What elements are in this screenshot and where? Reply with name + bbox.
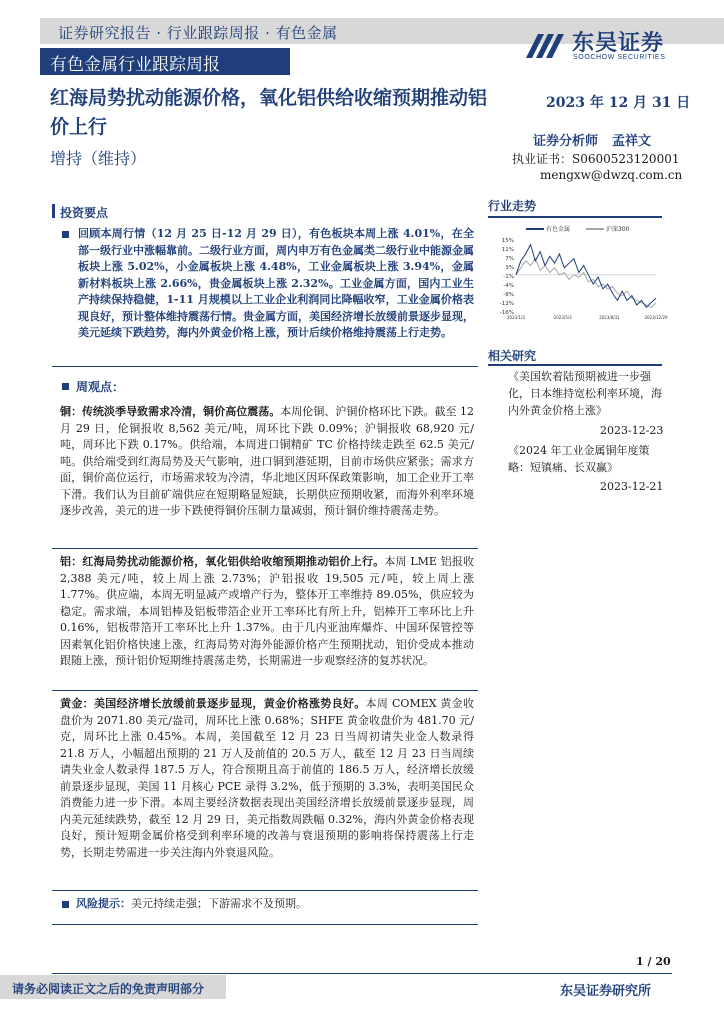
y-tick-label: -8% — [503, 292, 514, 298]
y-tick-label: 11% — [501, 247, 514, 253]
section-marker — [52, 204, 55, 218]
related-research-heading: 相关研究 — [488, 349, 537, 363]
series-line-2 — [516, 259, 656, 308]
y-tick-label: 3% — [505, 265, 514, 271]
section-divider — [52, 366, 478, 367]
gold-body: 本周 COMEX 黄金收盘价为 2071.80 美元/盎司，周环比上涨 0.68%；SHFE 黄金收盘价为 481.70 元/克，周环比上涨 0.45%。本周，美国截至 12 月 23 日当周初请失业金人数录得 21.8 万人，小幅超出预期的 21 万人及前值的 20.5 万人，截至 12 月 23 日当周续请失业金人数录得 187.5 万人，符合预期且高于前值的 186.5 万人，经济增长放缓前景逐步显现，美国 11 月核心 PCE 录得 3.2%，低于预期的 3.3%，表明美国民众消费能力进一步下滑。本周主要经济数据表现出美国经济增长放缓前景逐步显现，周内美元延续跌势，截至 12 月 29 日，美元指数周跌幅 0.32%，海内外黄金价格表现良好，预计短期金属价格受到利率环境的改善与衰退预期的影响将保持震荡上行走势，长期走势需进一步关注海内外衰退风险。 — [60, 697, 474, 859]
aluminum-paragraph — [60, 554, 474, 670]
rating-label: 增持（维持） — [50, 149, 147, 168]
x-tick-label: 2023/5/3 — [553, 315, 572, 320]
company-logo — [522, 28, 682, 66]
aluminum-body: 本周 LME 铝报收 2,388 美元/吨，较上周上涨 2.73%；沪铝报收 19,505 元/吨，较上周上涨 1.77%。供应端，本周无明显减产或增产行为，整体开工率维持 89.05%，供应较为稳定。需求端，本周铝棒及铝板带箔企业开工率环比有所上升，铝棒开工率环比上升 0.16%，铝板带箔开工率环比上升 1.37%。由于几内亚油库爆炸、中国环保管控等因素氧化铝价格快速上涨，红海局势对海外能源价格产生预期扰动，铝价受成本推动跟随上涨，预计铝价短期维持震荡走势，长期需进一步观察经济的复苏状况。 — [60, 555, 475, 667]
report-title: 红海局势扰动能源价格，氧化铝供给收缩预期推动铝价上行 — [50, 87, 488, 138]
legend-label-series2: 沪深300 — [606, 226, 630, 233]
y-tick-label: -1% — [503, 274, 514, 280]
related-report-date: 2023-12-23 — [600, 424, 664, 437]
industry-trend-chart — [486, 222, 668, 326]
y-tick-label: -4% — [503, 283, 514, 289]
x-tick-label: 2023/8/31 — [599, 315, 620, 320]
report-date: 2023 年 12 月 31 日 — [546, 95, 691, 111]
logo-chinese-name: 东吴证券 — [572, 31, 665, 56]
report-type-label: 有色金属行业跟踪周报 — [50, 55, 220, 75]
sidebar-divider — [488, 216, 662, 218]
bullet-square — [62, 231, 69, 238]
analyst-name: 孟祥文 — [612, 134, 652, 149]
section-divider — [52, 924, 478, 925]
logo-english-name: SOOCHOW SECURITIES — [573, 54, 666, 61]
x-tick-label: 2023/1/3 — [507, 315, 525, 320]
weekly-view-heading: 周观点： — [76, 380, 125, 394]
bullet-square — [62, 901, 69, 908]
section-divider — [52, 548, 478, 549]
legend-label-series1: 有色金属 — [546, 226, 571, 233]
investment-heading: 投资要点 — [60, 206, 109, 220]
risk-text: 美元持续走强；下游需求不及预期。 — [131, 897, 307, 910]
gold-paragraph — [60, 696, 474, 861]
risk-label: 风险提示： — [76, 897, 131, 910]
analyst-label: 证券分析师 — [533, 134, 599, 149]
copper-title: 铜：传统淡季导致需求冷清，铜价高位震荡。 — [60, 405, 281, 418]
footer-disclaimer[interactable]: 请务必阅读正文之后的免责声明部分 — [12, 982, 205, 996]
y-tick-label: 7% — [505, 256, 514, 262]
analyst-certificate: 执业证书：S0600523120001 — [512, 152, 680, 166]
soochow-logo-icon — [522, 28, 566, 66]
gold-title: 黄金：美国经济增长放缓前景逐步显现，黄金价格涨势良好。 — [60, 697, 366, 710]
investment-summary: 回顾本周行情（12 月 25 日-12 月 29 日），有色板块本周上涨 4.01%，在全部一级行业中涨幅靠前。二级行业方面，周内申万有色金属类二级行业中能源金属板块上涨 5.02%，小金属板块上涨 4.48%，工业金属板块上涨 3.94%，金属新材料板块上涨 2.66%，贵金属板块上涨 2.32%。工业金属方面，国内工业生产持续保持稳健，1-11 月规模以上工业企业利润同比降幅收窄，工业金属价格表现良好，预计整体维持震荡行情。贵金属方面，美国经济增长放缓前景逐步显现，美元延续下跌趋势，海内外黄金价格上涨，预计后续价格维持震荡上行走势。 — [78, 227, 474, 339]
section-divider — [52, 890, 478, 891]
copper-paragraph — [60, 404, 474, 520]
footer-divider — [52, 973, 672, 974]
footer-company: 东吴证券研究所 — [560, 984, 652, 999]
series-line-1 — [516, 245, 656, 308]
report-breadcrumb: 证券研究报告 · 行业跟踪周报 · 有色金属 — [58, 24, 338, 42]
bullet-square — [62, 383, 69, 390]
x-tick-label: 2023/12/29 — [644, 315, 668, 320]
risk-warning — [76, 896, 476, 913]
aluminum-title: 铝：红海局势扰动能源价格，氧化铝供给收缩预期推动铝价上行。 — [60, 555, 385, 568]
sidebar-divider — [488, 364, 662, 366]
analyst-line — [533, 130, 651, 149]
copper-body: 本周伦铜、沪铜价格环比下跌。截至 12 月 29 日，伦铜报收 8,562 美元/吨，周环比下跌 0.09%；沪铜报收 68,920 元/吨，周环比下跌 0.17%。供给端，本周进口铜精矿 TC 价格持续走跌至 62.5 美元/吨。供给端受到红海局势及天气影响，进口铜到港延期，目前市场供应紧张；需求方面，铜价高位运行，市场需求较为冷清，华北地区因环保政策影响，加工企业开工率下滑。我们认为目前矿端供应在短期略显短缺，长期供应预期收紧，而海外利率环境逐步改善，美元的进一步下跌使得铜价压制力量减弱，预计铜价维持震荡走势。 — [60, 405, 475, 517]
analyst-email[interactable]: mengxw@dwzq.com.cn — [540, 168, 683, 182]
related-report-date: 2023-12-21 — [600, 480, 664, 493]
related-report-title[interactable]: 《美国软着陆预期被进一步强化，日本维持宽松利率环境，海内外黄金价格上涨》 — [508, 370, 662, 417]
section-divider — [52, 690, 478, 691]
industry-trend-heading: 行业走势 — [488, 199, 537, 213]
y-tick-label: -16% — [499, 310, 514, 316]
y-tick-label: 15% — [501, 238, 514, 244]
page-number: 1 / 20 — [636, 955, 671, 968]
y-tick-label: -12% — [499, 301, 514, 307]
related-report-title[interactable]: 《2024 年工业金属铜年度策略：短镇痛、长双赢》 — [508, 444, 650, 474]
